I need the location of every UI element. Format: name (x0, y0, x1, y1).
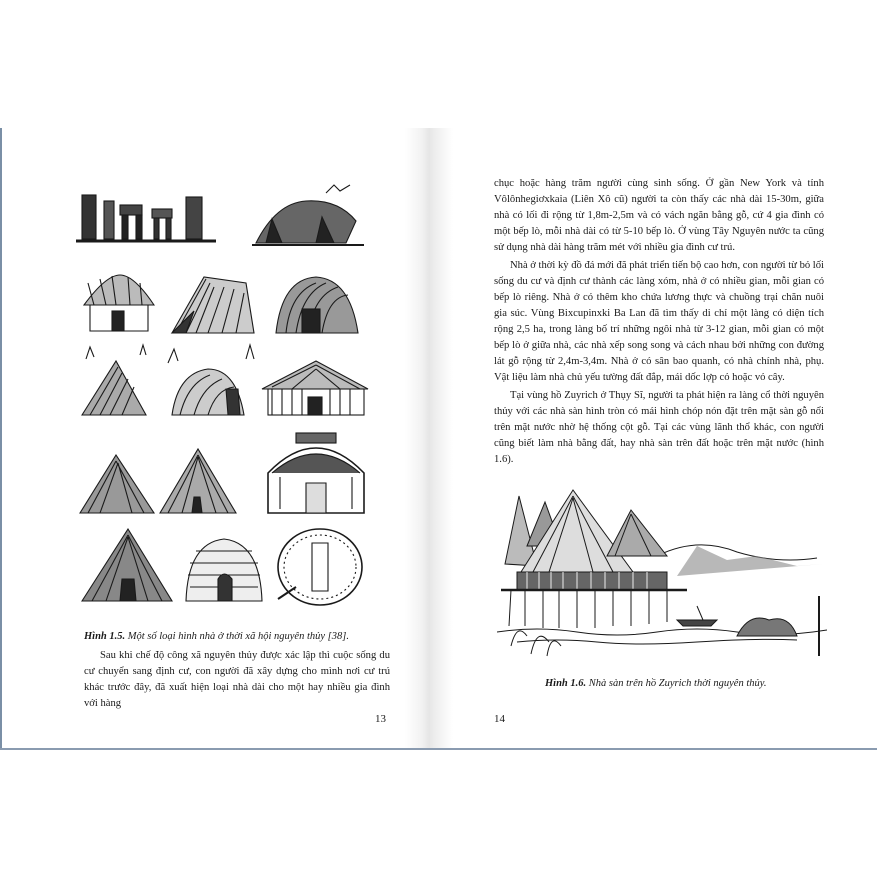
book-bottom-edge (0, 748, 877, 750)
left-page-paragraph (84, 648, 390, 712)
page-number-left: 13 (375, 713, 386, 725)
book-gutter (405, 128, 453, 748)
dolmen-sketch (252, 185, 364, 245)
paragraph-2: Nhà ở thời kỳ đồ đá mới đã phát triển tiến bộ cao hơn, con người từ bỏ lối sống du cư và định cư thành các làng xóm, nhà ở có nhiều gian, mỗi gian có bếp lò riêng. Nhà ở có thêm kho chứa lương thực và chuồng trại chăn nuôi gia súc. Vùng Bixcupinxki Ba Lan đã tìm thấy di chỉ một làng có diện tích rộng 2,5 ha, trong làng bố trí những ngôi nhà từ 3-12 gian, mỗi gian có một bếp lò ở giữa nhà, các nhà xếp song song và cách nhau bởi những con đường lát gỗ rộng từ 2,4m-3,4m. Nhà ở có sân bao quanh, có nhà chính nhà, phụ. Vật liệu làm nhà chủ yếu tường đất đắp, mái dốc lợp cỏ hoặc vỏ cây. (494, 260, 824, 383)
round-house-plan (278, 529, 362, 605)
right-page-text (494, 176, 824, 468)
lean-to-shelter (82, 345, 146, 415)
paragraph-3: Tại vùng hồ Zuyrich ở Thụy Sĩ, người ta phát hiện ra làng cổ thời nguyên thủy với các nhà sàn hình tròn có mái hình chóp nón đặt trên mặt sàn gỗ nổi trên mặt nước nhờ hệ thống cột gỗ. Tại các vùng lãnh thổ khác, con người cũng biết làm nhà bằng đất, hay nhà sàn trên đất hoặc trên mặt nước (hình 1.6). (494, 390, 824, 465)
beehive-hut (186, 539, 262, 601)
paragraph: Sau khi chế độ công xã nguyên thủy được xác lập thì cuộc sống du cư chuyển sang định cư, con người đã xây dựng cho mình nơi cư trú khác trước đây, đã xuất hiện loại nhà dài cho một hay nhiều gia đình với hàng (84, 650, 390, 709)
pile-dwellings-illustration (497, 486, 827, 661)
figure-caption-1-6 (545, 677, 766, 690)
a-frame-hut (172, 277, 254, 333)
tall-cone-hut (82, 529, 172, 601)
yurt-section (268, 433, 364, 513)
stilt-platform (501, 572, 687, 628)
primitive-dwellings-illustration (76, 183, 370, 613)
page-number-right: 14 (494, 713, 505, 725)
book-edge (0, 128, 2, 748)
domed-stick-hut (276, 277, 358, 333)
caption-text: Nhà sàn trên hồ Zuyrich thời nguyên thủy. (586, 678, 767, 689)
figure-caption-1-5 (84, 630, 349, 643)
caption-label: Hình 1.6. (545, 678, 587, 689)
caption-text: Một số loại hình nhà ở thời xã hội nguyên thủy [38]. (125, 631, 349, 642)
megalith-sketch (76, 195, 216, 241)
round-thatched-hut (84, 275, 154, 331)
cone-roofs (505, 490, 667, 572)
conical-hut-pair (80, 449, 236, 513)
paragraph-1: chục hoặc hàng trăm người cùng sinh sống. Ở gần New York và tỉnh Vôlônhegiơxkaia (Liên Xô cũ) người ta còn thấy các nhà dài 15-30m, giữa nhà có lối đi rộng từ 1,8m-2,5m và có vách ngăn bằng gỗ, cứ 4 gia đình có một bếp lò, mỗi nhà dài có từ 5-10 bếp lò. Ở vùng Tây Nguyên nước ta cũng sử dụng nhà dài hàng trăm mét với nhiều gia đình cư trú. (494, 178, 824, 253)
caption-label: Hình 1.5. (84, 631, 126, 642)
reeds (511, 596, 819, 656)
long-thatched-house (262, 361, 368, 415)
bush-hut (168, 345, 254, 415)
